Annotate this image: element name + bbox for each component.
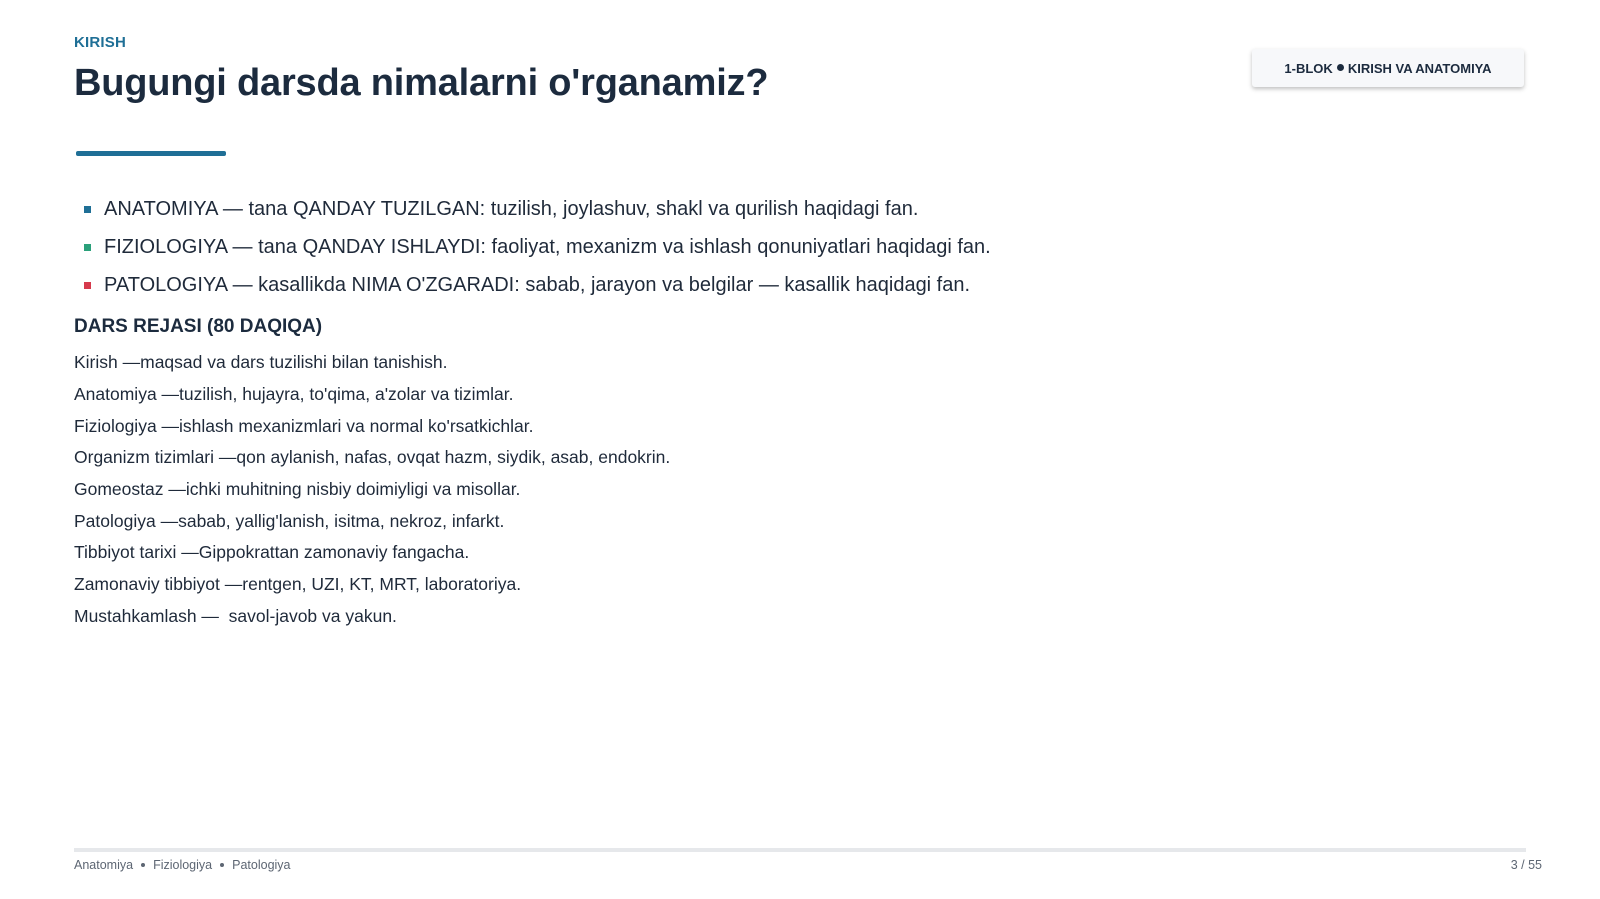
plan-item: Gomeostaz —ichki muhitning nisbiy doimiyligi va misollar. xyxy=(74,479,521,500)
block-badge xyxy=(1252,49,1524,87)
title-underline xyxy=(76,151,226,156)
plan-item: Tibbiyot tarixi —Gippokrattan zamonaviy fangacha. xyxy=(74,542,470,563)
block-badge-number: 1-BLOK xyxy=(1284,60,1333,76)
field-text: FIZIOLOGIYA — tana QANDAY ISHLAYDI: faoliyat, mexanizm va ishlash qonuniyatlari haqidagi fan. xyxy=(104,235,991,258)
square-bullet-icon xyxy=(84,244,91,251)
plan-item: Anatomiya —tuzilish, hujayra, to'qima, a'zolar va tizimlar. xyxy=(74,384,514,405)
field-text: ANATOMIYA — tana QANDAY TUZILGAN: tuzilish, joylashuv, shakl va qurilish haqidagi fan. xyxy=(104,197,919,220)
field-item-physiology xyxy=(84,228,991,266)
footer-divider xyxy=(74,848,1526,852)
lesson-plan-list xyxy=(74,347,670,632)
dot-separator-icon xyxy=(141,863,145,867)
footer-topic: Patologiya xyxy=(232,858,291,872)
square-bullet-icon xyxy=(84,282,91,289)
page-title: Bugungi darsda nimalarni o'rganamiz? xyxy=(74,62,769,104)
fields-list xyxy=(84,190,991,304)
footer-topic: Fiziologiya xyxy=(153,858,213,872)
field-item-anatomy xyxy=(84,190,991,228)
field-item-pathology xyxy=(84,266,991,304)
field-text: PATOLOGIYA — kasallikda NIMA O'ZGARADI: sabab, jarayon va belgilar — kasallik haqidagi fan. xyxy=(104,273,971,296)
dot-separator-icon xyxy=(220,863,224,867)
plan-item: Organizm tizimlari —qon aylanish, nafas, ovqat hazm, siydik, asab, endokrin. xyxy=(74,447,671,468)
plan-item: Zamonaviy tibbiyot —rentgen, UZI, KT, MRT, laboratoriya. xyxy=(74,574,522,595)
square-bullet-icon xyxy=(84,206,91,213)
footer-topics xyxy=(74,858,291,872)
plan-item: Patologiya —sabab, yallig'lanish, isitma, nekroz, infarkt. xyxy=(74,510,505,531)
section-label: KIRISH xyxy=(74,34,127,51)
page-number: 3 / 55 xyxy=(1510,858,1542,872)
block-badge-title: KIRISH VA ANATOMIYA xyxy=(1347,60,1492,76)
plan-item: Kirish —maqsad va dars tuzilishi bilan tanishish. xyxy=(74,352,448,373)
footer-topic: Anatomiya xyxy=(74,858,134,872)
plan-heading: DARS REJASI (80 DAQIQA) xyxy=(74,316,323,337)
badge-dot-icon xyxy=(1337,64,1344,71)
plan-item: Mustahkamlash — savol-javob va yakun. xyxy=(74,605,397,626)
plan-item: Fiziologiya —ishlash mexanizmlari va normal ko'rsatkichlar. xyxy=(74,415,534,436)
